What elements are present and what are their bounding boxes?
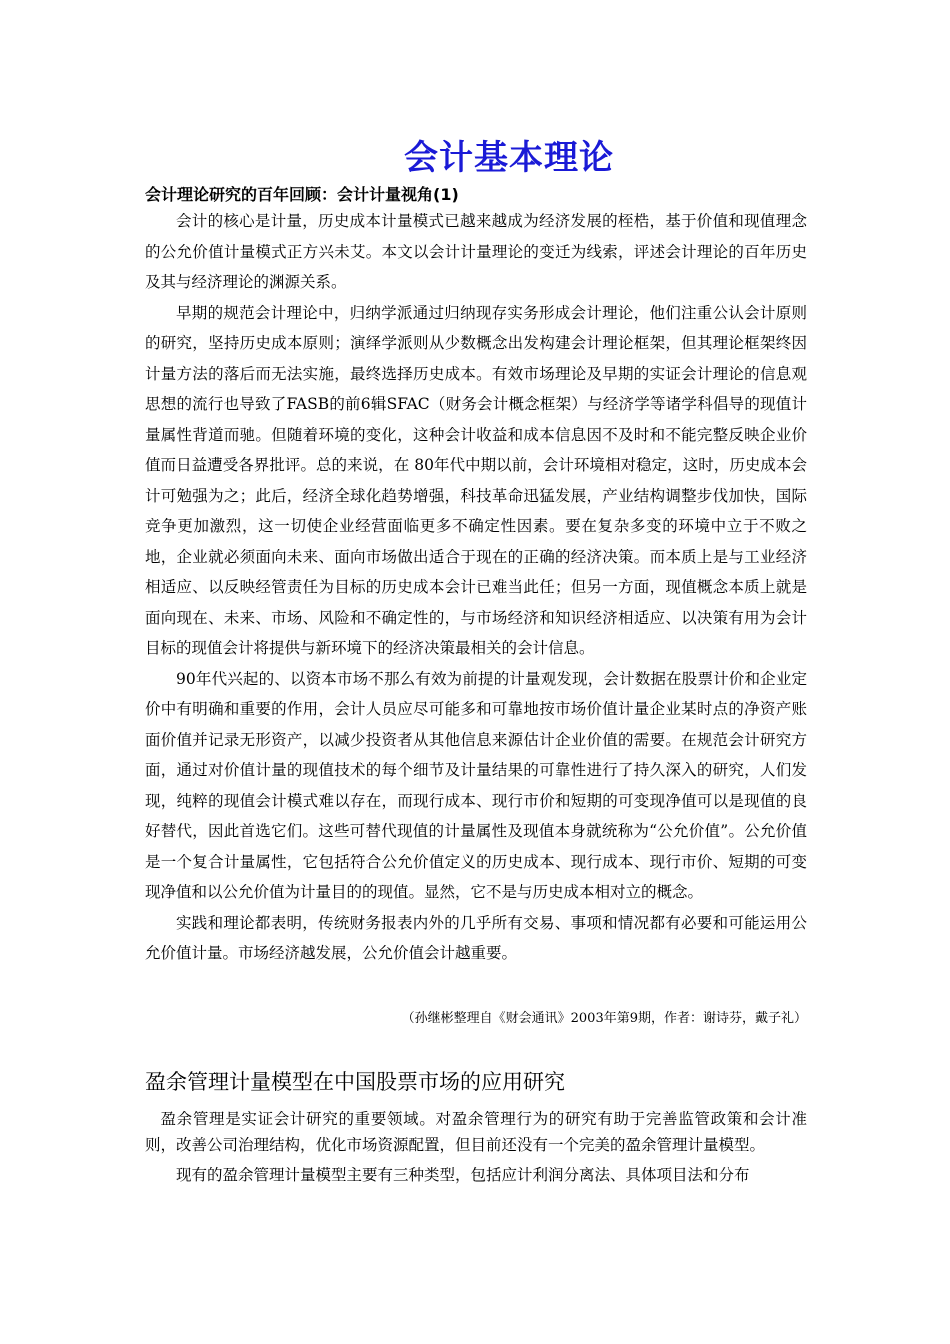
paragraph: 现有的盈余管理计量模型主要有三种类型，包括应计利润分离法、具体项目法和分布: [176, 1166, 750, 1184]
section-title: 会计理论研究的百年回顾：会计计量视角(1): [145, 185, 459, 204]
paragraph: 实践和理论都表明，传统财务报表内外的几乎所有交易、事项和情况都有必要和可能运用公允价值计量。市场经济越发展，公允价值会计越重要。: [145, 913, 807, 962]
paragraph: 会计的核心是计量，历史成本计量模式已越来越成为经济发展的桎梏，基于价值和现值理念的公允价值计量模式正方兴未艾。本文以会计计量理论的变迁为线索，评述会计理论的百年历史及其与经济理论的渊源关系。: [145, 212, 807, 291]
source-citation: （孙继彬整理自《财会通讯》2003年第9期，作者：谢诗芬，戴子礼）: [401, 1011, 807, 1026]
section-body: [145, 1106, 807, 1188]
paragraph: 盈余管理是实证会计研究的重要领域。对盈余管理行为的研究有助于完善监管政策和会计准则，改善公司治理结构，优化市场资源配置，但目前还没有一个完美的盈余管理计量模型。: [145, 1110, 807, 1154]
paragraph: 早期的规范会计理论中，归纳学派通过归纳现存实务形成会计理论，他们注重公认会计原则的研究，坚持历史成本原则；演绎学派则从少数概念出发构建会计理论框架，但其理论框架终因计量方法的落后而无法实施，最终选择历史成本。有效市场理论及早期的实证会计理论的信息观思想的流行也导致了FASB的前6辑SFAC（财务会计概念框架）与经济学等诸学科倡导的现值计量属性背道而驰。但随着环境的变化，这种会计收益和成本信息因不及时和不能完整反映企业价值而日益遭受各界批评。总的来说，在 80年代中期以前，会计环境相对稳定，这时，历史成本会计可勉强为之；此后，经济全球化趋势增强，科技革命迅猛发展，产业结构调整步伐加快，国际竞争更加激烈，这一切使企业经营面临更多不确定性因素。要在复杂多变的环境中立于不败之地，企业就必须面向未来、面向市场做出适合于现在的正确的经济决策。而本质上是与工业经济相适应、以反映经管责任为目标的历史成本会计已难当此任；但另一方面，现值概念本质上就是面向现在、未来、市场、风险和不确定性的，与市场经济和知识经济相适应、以决策有用为会计目标的现值会计将提供与新环境下的经济决策最相关的会计信息。: [145, 303, 807, 657]
section-body: [145, 206, 807, 969]
document-title: 会计基本理论: [404, 138, 614, 178]
paragraph: 90年代兴起的、以资本市场不那么有效为前提的计量观发现，会计数据在股票计价和企业定价中有明确和重要的作用，会计人员应尽可能多和可靠地按市场价值计量企业某时点的净资产账面价值并记录无形资产，以减少投资者从其他信息来源估计企业价值的需要。在规范会计研究方面，通过对价值计量的现值技术的每个细节及计量结果的可靠性进行了持久深入的研究，人们发现，纯粹的现值会计模式难以存在，而现行成本、现行市价和短期的可变现净值可以是现值的良好替代，因此首选它们。这些可替代现值的计量属性及现值本身就统称为“公允价值”。公允价值是一个复合计量属性，它包括符合公允价值定义的历史成本、现行成本、现行市价、短期的可变现净值和以公允价值为计量目的的现值。显然，它不是与历史成本相对立的概念。: [145, 669, 807, 901]
section-title: 盈余管理计量模型在中国股票市场的应用研究: [145, 1070, 565, 1094]
